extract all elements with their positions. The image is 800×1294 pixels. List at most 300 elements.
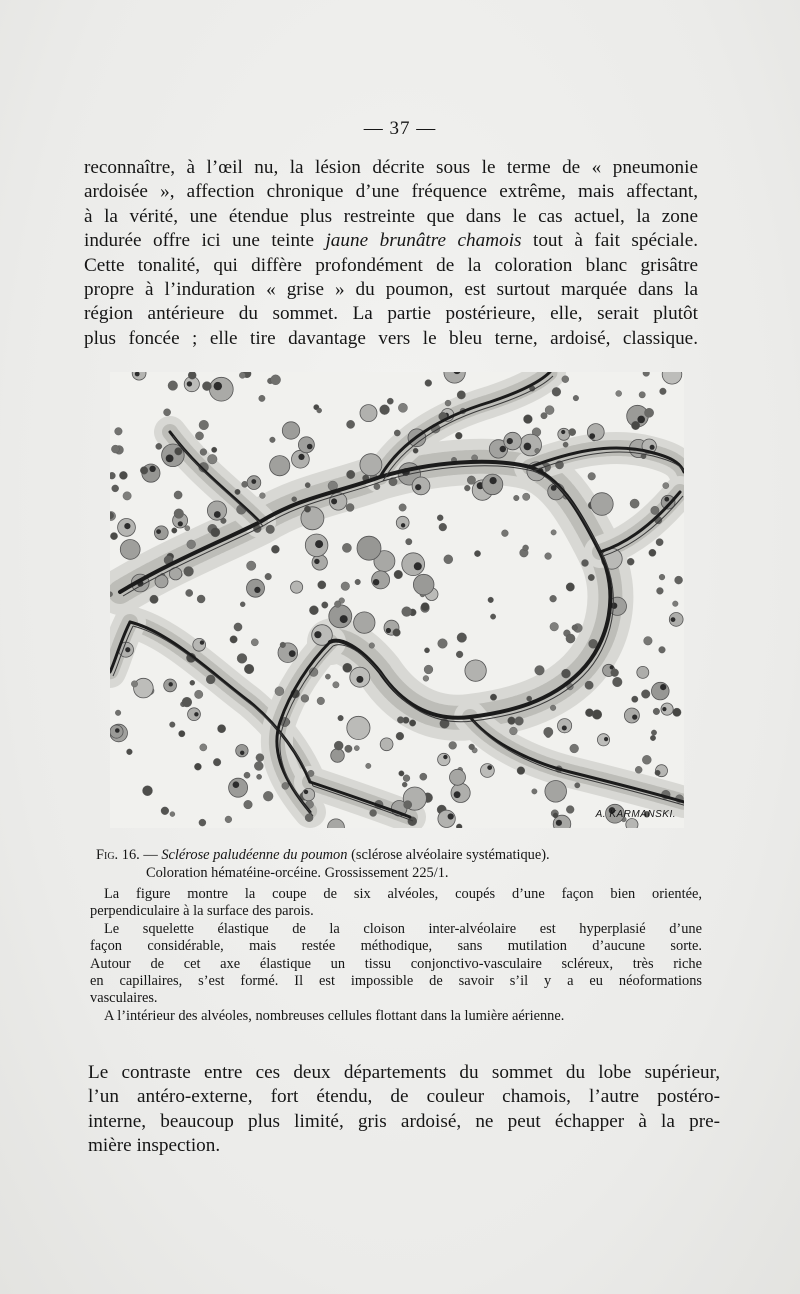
cell [343,663,352,672]
cell-nucleus [254,587,260,593]
cell [624,708,639,723]
cell [168,381,178,391]
cell [399,504,406,511]
cell-nucleus [307,444,313,450]
cell [282,422,299,439]
cell [305,483,310,488]
cell-nucleus [443,755,447,759]
cell [474,551,480,557]
cell-nucleus [200,640,204,644]
cell [292,497,297,502]
cell [456,824,462,828]
cell [655,770,660,775]
cell [244,800,253,809]
cell [206,675,215,684]
cell [195,690,203,698]
cell [592,710,602,720]
cell [380,405,390,415]
cell [637,666,649,678]
cell-nucleus [156,529,161,534]
cell-nucleus [650,445,655,450]
cell-nucleus [115,728,120,733]
cell [187,540,196,549]
cell [325,674,330,679]
cell [369,643,375,649]
lung-tissue-drawing [110,372,684,828]
cell [510,727,518,735]
paragraph-line: Le contraste entre ces deux départements du sommet du lobe supérieur, [88,1062,720,1083]
cell [229,778,248,797]
cell [421,603,429,611]
cell [398,403,407,412]
cell [119,471,127,479]
cell [334,601,341,608]
cell [200,449,207,456]
cell [120,540,140,560]
cell-nucleus [356,676,363,683]
cell [481,764,495,778]
cell-nucleus [507,438,513,444]
paragraph-line: reconnaître, à l’œil nu, la lésion décrite sous le terme de « pneumonie [84,157,698,178]
cell-nucleus [214,511,221,518]
caption-line: Le squelette élastique de la cloison inter-alvéolaire est hyperplasié d’une [104,920,702,937]
cell [657,588,664,595]
cell-nucleus [149,466,155,472]
cell-nucleus [524,443,532,451]
cell [616,391,622,397]
cell [394,430,400,436]
cell [437,515,443,521]
cell [257,774,262,779]
cell [402,607,412,617]
cell [235,489,240,494]
cell [399,771,404,776]
cell [115,428,123,436]
cell-nucleus [664,497,669,502]
cell [544,727,553,736]
cell-nucleus [251,479,256,484]
cell [438,639,448,649]
cell [111,445,119,453]
artist-signature: A. KARMANSKI. [595,809,676,820]
cell [179,731,185,737]
cell [208,454,218,464]
cell [553,813,558,818]
cell [488,597,494,603]
cell [312,555,327,570]
cell [322,602,328,608]
cell-nucleus [662,707,666,711]
paragraph-line: plus foncée ; elle tire davantage vers le bleu terne, ardoisé, classique. [84,327,698,349]
cell-nucleus [214,382,222,390]
caption-title-rest: (sclérose alvéolaire systématique). [351,847,550,863]
caption-line: A l’intérieur des alvéoles, nombreuses cellules flottant dans la lumière aérienne. [104,1007,565,1024]
cell [360,405,377,422]
cell [110,472,115,479]
cell [673,708,681,716]
paragraph-line: l’un antéro-externe, fort étendu, de couleur chamois, l’autre postéro- [88,1086,720,1108]
cell [545,406,554,415]
cell [675,576,683,584]
cell [240,602,245,607]
cell [523,493,530,500]
cell [329,605,352,628]
cell [280,642,286,648]
cell [644,637,653,646]
paragraph-line: ardoisée », affection chronique d’une fréquence extrême, mais affectant, [84,181,698,203]
cell [270,456,290,476]
cell [186,589,193,596]
cell [502,530,509,537]
cell-nucleus [448,813,454,819]
cell [354,746,359,751]
cell [611,669,619,677]
cell [254,762,263,771]
cell [541,413,547,419]
cell [202,382,211,391]
cell [251,639,258,646]
cell [535,448,540,453]
cell [199,819,206,826]
cell [298,437,314,453]
cell [275,687,284,696]
cell [566,806,574,814]
cell [457,391,465,399]
cell [334,741,343,750]
cell [150,595,158,603]
cell [266,525,275,534]
cell-nucleus [166,455,174,463]
cell [444,555,453,564]
cell [550,705,556,711]
cell [651,730,656,735]
cell [301,695,309,703]
text-run: tout à fait spéciale. [521,230,698,252]
cell [613,677,623,687]
cell [570,744,579,753]
cell [370,810,377,817]
cell [464,485,470,491]
cell [656,539,663,546]
figure-label: Fig. 16. — [96,847,158,863]
cell [200,744,207,751]
cell [569,429,576,436]
cell [627,558,634,565]
cell [380,738,393,751]
cell-nucleus [386,628,391,633]
caption-line: en capillaires, s’est formé. Il est impossible de savoir s’il y a eu néoformations [90,973,702,990]
cell [425,380,432,387]
cell [211,528,220,537]
cell-nucleus [632,715,637,720]
cell [630,499,639,508]
cell [182,697,192,707]
cell [115,710,121,716]
cell [271,375,281,385]
paragraph-line: région antérieure du sommet. La partie postérieure, elle, serait plutôt [84,303,698,325]
cell [550,595,557,602]
cell [396,732,404,740]
cell [490,694,496,700]
cell [185,526,190,531]
cell [164,409,171,416]
cell [184,567,194,577]
cell-nucleus [124,523,130,529]
cell [550,622,559,631]
cell [663,483,669,489]
cell [347,716,370,739]
cell-nucleus [331,498,337,504]
cell [515,717,524,726]
cell [175,448,183,456]
cell [209,377,233,401]
page-number: — 37 — [363,118,437,139]
cell [535,666,545,676]
caption-line: perpendiculaire à la surface des parois. [90,903,314,920]
cell-nucleus [660,684,666,690]
cell [131,681,137,687]
cell [239,372,245,378]
cell-nucleus [401,523,405,527]
cell [309,606,318,615]
paragraph-line: interne, beaucoup plus limité, gris ardoisé, ne peut échapper à la pre- [88,1110,720,1132]
cell [331,749,345,763]
cell [562,669,571,678]
italic-text-run: jaune brunâtre chamois [325,230,522,252]
cell [490,614,495,619]
cell [465,660,486,681]
cell-nucleus [589,433,595,439]
cell-nucleus [315,540,323,548]
cell [566,583,574,591]
cell [174,509,184,519]
cell [423,676,429,682]
cell [413,574,434,595]
cell-nucleus [194,712,198,716]
cell [402,782,407,787]
cell [282,782,289,789]
cell [341,582,350,591]
cell [508,717,516,725]
cell [333,682,339,688]
cell [397,717,404,724]
cell-nucleus [187,381,192,386]
cell [449,742,457,750]
cell [393,629,401,637]
cell [242,481,248,487]
cell [174,491,182,499]
cell [304,506,310,512]
cell [156,443,162,449]
cell [653,708,660,715]
cell [651,506,659,514]
cell [194,763,201,770]
caption-line: La figure montre la coupe de six alvéoles, coupés d’une façon bien orientée, [104,886,702,902]
cell-nucleus [240,751,244,755]
cell [639,392,645,398]
cell [650,735,655,740]
cell [406,539,412,545]
cell [247,561,256,570]
cell [645,408,654,417]
cell-nucleus [604,737,608,741]
cell [562,376,569,383]
cell [659,647,666,654]
cell [221,518,227,524]
cell [161,807,169,815]
cell-nucleus [415,484,421,490]
cell [456,651,463,658]
cell [445,400,451,406]
cell [225,816,232,823]
cell-nucleus [169,682,173,686]
cell [451,783,470,802]
cell-nucleus [500,446,506,452]
cell-nucleus [233,781,240,788]
cell [193,638,206,651]
cell [244,664,254,674]
cell [413,448,418,453]
cell [387,398,393,404]
cell [523,545,529,551]
cell [170,722,176,728]
cell [566,634,575,643]
caption-title-line [96,846,706,864]
cell-nucleus [561,430,565,434]
cell [260,493,266,499]
cell [259,395,265,401]
cell [244,772,250,778]
cell [660,388,667,395]
cell [420,773,427,780]
cell-nucleus [556,820,562,826]
cell [403,775,410,782]
cell [424,648,429,653]
cell [424,665,433,674]
cell [632,696,638,702]
cell-nucleus [314,559,319,564]
cell-nucleus [298,454,304,460]
cell-nucleus [289,650,296,657]
cell [123,492,131,500]
cell [545,781,567,803]
cell [190,680,195,685]
histology-illustration [110,372,684,828]
cell [188,372,196,379]
cell-nucleus [610,665,614,669]
cell [585,709,593,717]
cell [659,574,665,580]
cell [563,442,568,447]
cell-nucleus [637,416,645,424]
cell [234,623,242,631]
cell [355,579,361,585]
cell [457,633,467,643]
cell [366,763,371,768]
cell [345,745,352,752]
cell [527,696,532,701]
cell [347,470,355,478]
cell [112,485,119,492]
caption-line: vasculaires. [90,990,158,1007]
cell [652,682,670,700]
cell [256,754,264,762]
cell-nucleus [671,617,676,622]
cell [532,789,537,794]
cell [140,467,148,475]
cell [197,595,205,603]
cell [213,758,221,766]
cell [230,636,237,643]
cell [212,447,217,452]
cell [591,493,614,516]
cell [545,553,552,560]
cell [517,767,525,775]
cell [455,432,462,439]
paragraph-line: à la vérité, une étendue plus restreinte que dans le cas actuel, la zone [84,205,698,227]
cell-nucleus [314,631,321,638]
figure-caption-title [96,846,706,882]
cell [291,581,303,593]
cell [271,545,279,553]
cell [469,744,475,750]
cell [635,766,642,773]
cell-nucleus [414,562,422,570]
cell [582,560,589,567]
cell [110,533,117,540]
cell-nucleus [373,579,379,585]
cell [170,812,175,817]
caption-line: Autour de cet axe élastique un tissu conjonctivo-vasculaire scléreux, très riche [90,955,702,972]
cell-nucleus [562,726,567,731]
top-paragraph [84,156,698,351]
cell [263,791,273,801]
cell [338,715,344,721]
cell [641,690,650,699]
cell-nucleus [490,477,497,484]
cell [450,769,466,785]
cell [649,549,656,556]
paragraph-line: Cette tonalité, qui diffère profondément de la coloration blanc grisâtre [84,254,698,276]
cell [354,612,375,633]
cell-nucleus [454,791,461,798]
cell-nucleus [304,790,308,794]
paragraph-line: mière inspection. [88,1135,221,1157]
cell [404,801,412,809]
caption-line: façon considérable, mais restée méthodique, sans mutilation d’aucune sorte. [90,938,702,955]
cell [218,725,226,733]
cell [573,395,579,401]
cell [552,387,561,396]
text-run: indurée offre ici une teinte [84,230,326,252]
caption-subtitle-line: Coloration hématéine-orcéine. Grossissement 225/1. [146,865,449,881]
cell-nucleus [178,521,183,526]
cell [588,473,596,481]
cell [585,681,593,689]
cell [346,504,354,512]
cell [265,573,272,580]
cell [394,570,403,579]
cell-nucleus [340,615,348,623]
cell-nucleus [487,765,492,770]
cell [439,523,447,531]
cell [524,415,533,424]
cell [195,432,203,440]
cell [318,581,326,589]
cell [317,408,322,413]
cell [572,625,578,631]
cell [357,536,381,560]
